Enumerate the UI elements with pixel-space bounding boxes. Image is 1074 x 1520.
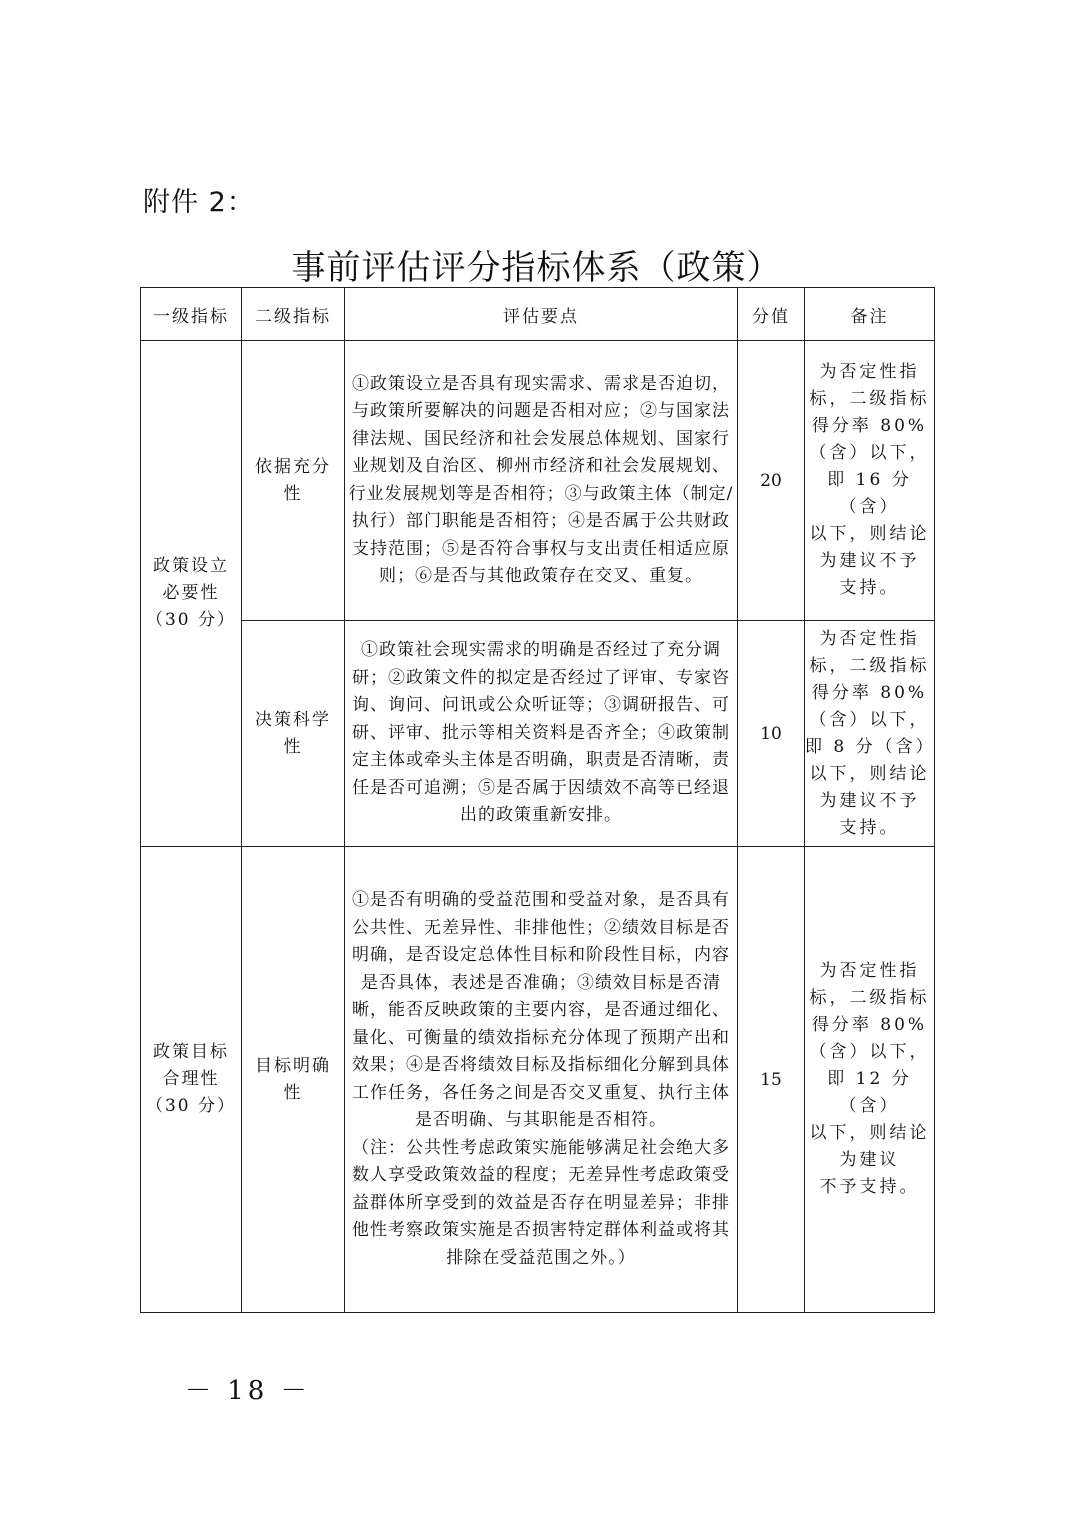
remark-line: 为建议不予 [819,790,920,811]
points-text: ①政策社会现实需求的明确是否经过了充分调研；②政策文件的拟定是否经过了评审、专家咨询、询问、问讯或公众听证等；③调研报告、可研、评审、批示等相关资料是否齐全；④政策制定主体或牵头主体是否明确，职责是否清晰，责任是否可追溯；⑤是否属于因绩效不高等已经退出的政策重新安排。 [352,640,730,826]
remark-line: 为否定性指 [819,362,920,382]
level2-line: 性 [283,483,303,504]
level1-line: 政策设立 [153,556,229,576]
level2-cell-clarity [242,847,345,1313]
attachment-label: 附件 2： [143,187,255,218]
level2-line: 依据充分 [255,456,331,477]
remark-line: 支持。 [839,578,900,598]
table-header-row [141,288,935,341]
remark-line: 即 8 分（含） [805,736,936,757]
level2-cell-scientific [242,621,345,847]
document-title: 事前评估评分指标体系（政策） [291,248,782,288]
remark-line: 以下，则结论 [809,1123,930,1143]
header-level1: 一级指标 [141,288,242,341]
level2-line: 目标明确 [255,1055,331,1076]
header-score: 分值 [738,288,805,341]
level1-line: （30 分） [145,610,237,630]
remark-line: 以下，则结论 [809,763,930,784]
scoring-table [140,287,935,1313]
header-points: 评估要点 [345,288,738,341]
points-cell [345,847,738,1313]
level1-line: 政策目标 [153,1042,229,1062]
remark-line: 为建议 [839,1150,900,1170]
remark-line: 得分率 80% [811,1015,928,1035]
remark-line: 标，二级指标 [809,389,930,409]
points-cell [345,341,738,621]
remark-line: 为否定性指 [819,628,920,649]
remark-line: 以下，则结论 [809,524,930,544]
score-cell: 10 [738,621,805,847]
header-remark: 备注 [805,288,935,341]
remark-line: （含）以下， [809,443,930,463]
points-note: （注：公共性考虑政策实施能够满足社会绝大多数人享受政策效益的程度；无差异性考虑政策受益群体所享受到的效益是否存在明显差异；非排他性考察政策实施是否损害特定群体利益或将其排除在受益范围之外。） [352,1137,730,1268]
remark-cell [805,341,935,621]
remark-line: 即 16 分（含） [827,470,912,517]
level2-line: 决策科学 [255,709,331,730]
table-row [141,847,935,1313]
level1-line: 必要性 [162,583,220,603]
level2-line: 性 [283,1082,303,1103]
remark-line: 标，二级指标 [809,988,930,1008]
header-level2: 二级指标 [242,288,345,341]
remark-line: （含）以下， [809,1042,930,1062]
remark-line: 为建议不予 [819,551,920,571]
remark-cell [805,847,935,1313]
level1-cell-rationality [141,847,242,1313]
score-cell: 15 [738,847,805,1313]
remark-line: 得分率 80% [811,416,928,436]
remark-line: 得分率 80% [811,682,928,703]
level1-line: 合理性 [162,1069,220,1089]
points-text: ①是否有明确的受益范围和受益对象，是否具有公共性、无差异性、非排他性；②绩效目标是否明确，是否设定总体性目标和阶段性目标，内容是否具体，表述是否准确；③绩效目标是否清晰，能否反映政策的主要内容，是否通过细化、量化、可衡量的绩效指标充分体现了预期产出和效果；④是否将绩效目标及指标细化分解到具体工作任务，各任务之间是否交叉重复、执行主体是否明确、与其职能是否相符。 [352,890,730,1130]
remark-line: （含）以下， [809,709,930,730]
table-row [141,341,935,621]
remark-line: 标，二级指标 [809,655,930,676]
remark-cell [805,621,935,847]
level1-line: （30 分） [145,1096,237,1116]
remark-line: 不予支持。 [819,1177,920,1197]
points-text: ①政策设立是否具有现实需求、需求是否迫切，与政策所要解决的问题是否相对应；②与国家法律法规、国民经济和社会发展总体规划、国家行业规划及自治区、柳州市经济和社会发展规划、行业发展规划等是否相符；③与政策主体（制定/执行）部门职能是否相符；④是否属于公共财政支持范围；⑤是否符合事权与支出责任相适应原则；⑥是否与其他政策存在交叉、重复。 [348,373,734,586]
page-number: － 18 － [185,1376,311,1406]
level1-cell-necessity [141,341,242,847]
level2-line: 性 [283,736,303,757]
remark-line: 支持。 [839,817,900,838]
remark-line: 即 12 分（含） [827,1069,912,1116]
level2-cell-basis [242,341,345,621]
remark-line: 为否定性指 [819,961,920,981]
points-cell [345,621,738,847]
table-row [141,621,935,847]
score-cell: 20 [738,341,805,621]
